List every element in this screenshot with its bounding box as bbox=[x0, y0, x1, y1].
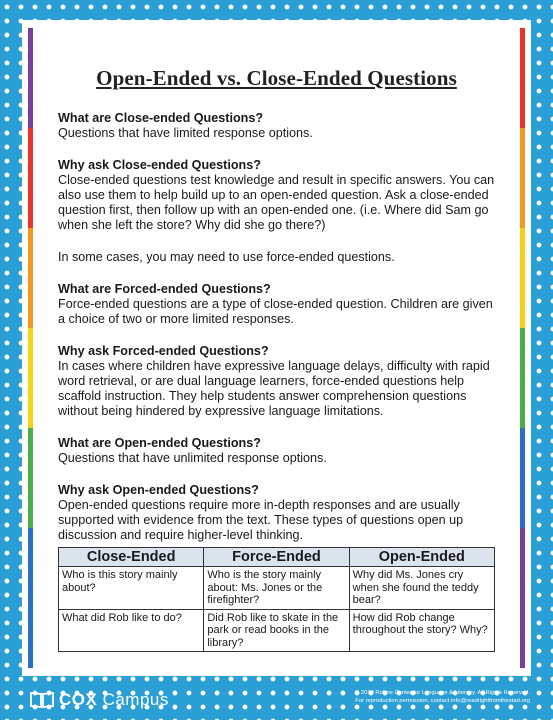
right-stripe-orange bbox=[520, 128, 525, 228]
section-heading: Why ask Close-ended Questions? bbox=[58, 158, 261, 172]
left-stripe-red bbox=[28, 128, 33, 228]
section-text: Open-ended questions require more in-depth responses and are usually supported with evidence from the text. These types of questions open up discussion and require higher-level thinking. bbox=[58, 498, 464, 542]
table-cell: Why did Ms. Jones cry when she found the teddy bear? bbox=[349, 567, 494, 610]
section-heading: Why ask Forced-ended Questions? bbox=[58, 344, 269, 358]
section-heading: What are Close-ended Questions? bbox=[58, 111, 264, 125]
brand-name bbox=[59, 690, 169, 710]
section-text: Force-ended questions are a type of close-ended question. Children are given a choice of two or more limited responses. bbox=[58, 297, 493, 326]
section-heading: What are Open-ended Questions? bbox=[58, 436, 261, 450]
table-cell: What did Rob like to do? bbox=[59, 609, 204, 652]
left-stripe-blue bbox=[28, 528, 33, 668]
table-cell: Did Rob like to skate in the park or read books in the library? bbox=[204, 609, 349, 652]
left-stripe-yellow bbox=[28, 328, 33, 428]
right-stripe-blue bbox=[520, 428, 525, 528]
section-what-open-ended bbox=[58, 436, 503, 466]
permission-line: For reproduction permission, contact info@readrightfromthestart.org bbox=[355, 698, 530, 704]
table-header-row bbox=[59, 548, 495, 567]
right-stripe-green bbox=[520, 328, 525, 428]
section-why-forced-ended bbox=[58, 344, 503, 419]
column-header-open-ended: Open-Ended bbox=[349, 548, 494, 567]
section-why-close-ended bbox=[58, 158, 503, 233]
left-stripe-green bbox=[28, 428, 33, 528]
section-why-open-ended bbox=[58, 483, 503, 543]
copyright-line: © 2019 Rollins Center for Language & Literacy. All Rights Reserved. bbox=[355, 690, 530, 696]
right-stripe-purple bbox=[520, 528, 525, 668]
section-text: In cases where children have expressive language delays, difficulty with rapid word retrieval, or are dual language learners, force-ended questions help scaffold instruction. They help students answer comprehension questions without being hindered by expressive language limitations. bbox=[58, 359, 490, 418]
left-stripe-orange bbox=[28, 228, 33, 328]
cox-campus-logo bbox=[30, 690, 169, 710]
open-book-icon bbox=[30, 691, 54, 709]
column-header-force-ended: Force-Ended bbox=[204, 548, 349, 567]
column-header-close-ended: Close-Ended bbox=[59, 548, 204, 567]
section-text: Questions that have unlimited response options. bbox=[58, 451, 327, 465]
table-cell: Who is the story mainly about: Ms. Jones or the firefighter? bbox=[204, 567, 349, 610]
section-text: Questions that have limited response options. bbox=[58, 126, 313, 140]
table-cell: Who is this story mainly about? bbox=[59, 567, 204, 610]
force-ended-note: In some cases, you may need to use force-ended questions. bbox=[58, 250, 395, 264]
document-body bbox=[58, 111, 503, 560]
section-heading: Why ask Open-ended Questions? bbox=[58, 483, 259, 497]
copyright-notice bbox=[355, 689, 530, 705]
page-footer bbox=[0, 678, 553, 720]
table-row bbox=[59, 609, 495, 652]
right-stripe-yellow bbox=[520, 228, 525, 328]
table-row bbox=[59, 567, 495, 610]
section-what-close-ended bbox=[58, 111, 503, 141]
section-text: Close-ended questions test knowledge and result in specific answers. You can also use them to help build up to an open-ended question. Ask a close-ended question first, then follow up with an open-ended one. (i.e. Where did Sam go when she left the store? Why did she go there?) bbox=[58, 173, 495, 232]
table-cell: How did Rob change throughout the story? Why? bbox=[349, 609, 494, 652]
page-title: Open-Ended vs. Close-Ended Questions bbox=[96, 66, 457, 90]
section-what-forced-ended bbox=[58, 282, 503, 327]
section-heading: What are Forced-ended Questions? bbox=[58, 282, 271, 296]
comparison-table bbox=[58, 547, 495, 652]
brand-campus: Campus bbox=[97, 690, 169, 709]
brand-cox: COX bbox=[59, 690, 98, 709]
